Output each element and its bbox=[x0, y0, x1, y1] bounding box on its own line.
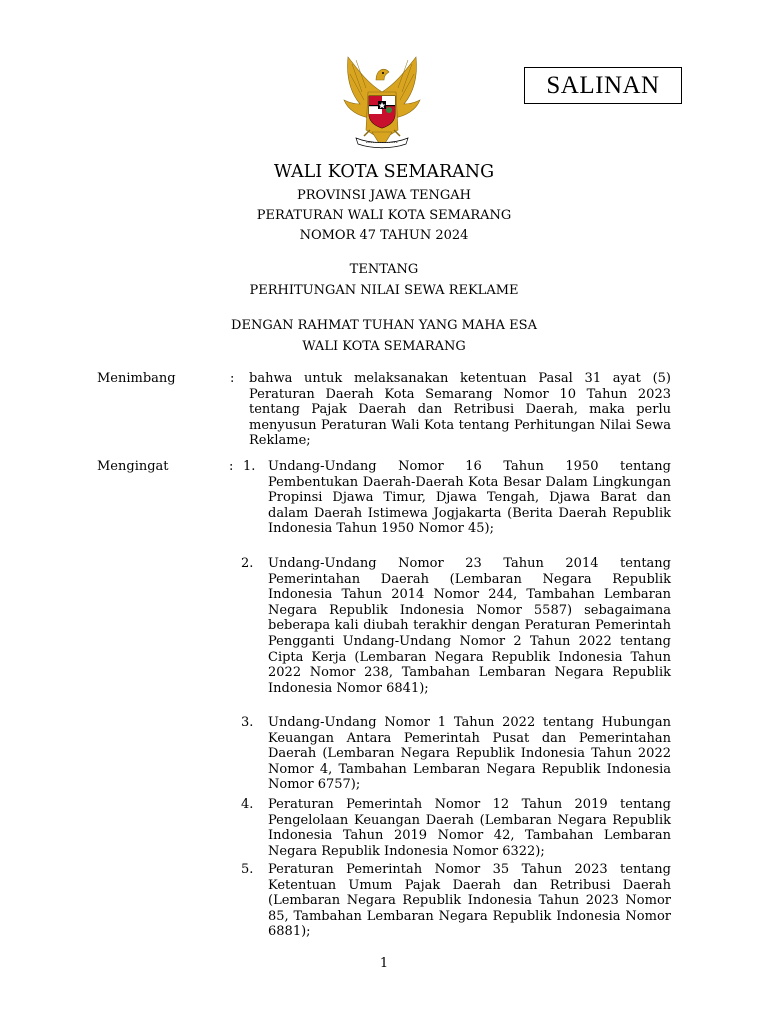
list-item-text: Undang-Undang Nomor 23 Tahun 2014 tentang Pemerintahan Daerah (Lembaran Negara Republik Indonesia Tahun 2014 Nomor 244, Tambahan Lembaran Negara Republik Indonesia Nomor 5587) sebagaimana beberapa kali diubah terakhir dengan Peraturan Pemerintah Pengganti Undang-Undang Nomor 2 Tahun 2022 tentang Cipta Kerja (Lembaran Negara Republik Indonesia Tahun 2022 Nomor 238, Tambahan Lembaran Negara Republik Indonesia Nomor 6841); bbox=[268, 556, 671, 696]
list-item-text: Peraturan Pemerintah Nomor 35 Tahun 2023 tentang Ketentuan Umum Pajak Daerah dan Retribusi Daerah (Lembaran Negara Republik Indonesia Tahun 2023 Nomor 85, Tambahan Lembaran Negara Republik Indonesia Nomor 6881); bbox=[268, 862, 671, 940]
list-item-number: 2. bbox=[241, 556, 254, 571]
subject-line: PERHITUNGAN NILAI SEWA REKLAME bbox=[249, 283, 519, 298]
list-item-number: 5. bbox=[241, 862, 254, 877]
number-line: NOMOR 47 TAHUN 2024 bbox=[299, 228, 469, 243]
mengingat-colon: : bbox=[229, 459, 234, 474]
list-item bbox=[231, 715, 671, 793]
province-line: PROVINSI JAWA TENGAH bbox=[297, 188, 471, 203]
garuda-pancasila-emblem-icon bbox=[326, 52, 438, 152]
menimbang-colon: : bbox=[230, 371, 235, 386]
list-item bbox=[231, 862, 671, 940]
list-item-text: Undang-Undang Nomor 1 Tahun 2022 tentang Hubungan Keuangan Antara Pemerintah Pusat dan Pemerintahan Daerah (Lembaran Negara Republik Indonesia Tahun 2022 Nomor 4, Tambahan Lembaran Negara Republik Indonesia Nomor 6757); bbox=[268, 715, 671, 793]
authority-line: WALI KOTA SEMARANG bbox=[302, 339, 466, 354]
list-item bbox=[231, 556, 671, 696]
menimbang-label: Menimbang bbox=[97, 371, 176, 386]
invocation-line: DENGAN RAHMAT TUHAN YANG MAHA ESA bbox=[231, 318, 537, 333]
list-item-number: 1. bbox=[243, 459, 256, 474]
mengingat-label: Mengingat bbox=[97, 459, 169, 474]
about-label: TENTANG bbox=[349, 262, 419, 277]
page-title: WALI KOTA SEMARANG bbox=[273, 162, 495, 182]
regulation-line: PERATURAN WALI KOTA SEMARANG bbox=[256, 208, 512, 223]
list-item-text: Peraturan Pemerintah Nomor 12 Tahun 2019 tentang Pengelolaan Keuangan Daerah (Lembaran Negara Republik Indonesia Tahun 2019 Nomor 42, Tambahan Lembaran Negara Republik Indonesia Nomor 6322); bbox=[268, 797, 671, 859]
list-item bbox=[231, 797, 671, 859]
list-item-number: 4. bbox=[241, 797, 254, 812]
list-item bbox=[231, 459, 671, 537]
salinan-stamp: SALINAN bbox=[524, 67, 682, 104]
list-item-number: 3. bbox=[241, 715, 254, 730]
menimbang-text: bahwa untuk melaksanakan ketentuan Pasal 31 ayat (5) Peraturan Daerah Kota Semarang Nomor 10 Tahun 2023 tentang Pajak Daerah dan Retribusi Daerah, maka perlu menyusun Peraturan Wali Kota tentang Perhitungan Nilai Sewa Reklame; bbox=[249, 371, 671, 449]
page-number: 1 bbox=[379, 956, 389, 971]
list-item-text: Undang-Undang Nomor 16 Tahun 1950 tentang Pembentukan Daerah-Daerah Kota Besar Dalam Lingkungan Propinsi Djawa Timur, Djawa Tengah, Djawa Barat dan dalam Daerah Istimewa Jogjakarta (Berita Daerah Republik Indonesia Tahun 1950 Nomor 45); bbox=[268, 459, 671, 537]
